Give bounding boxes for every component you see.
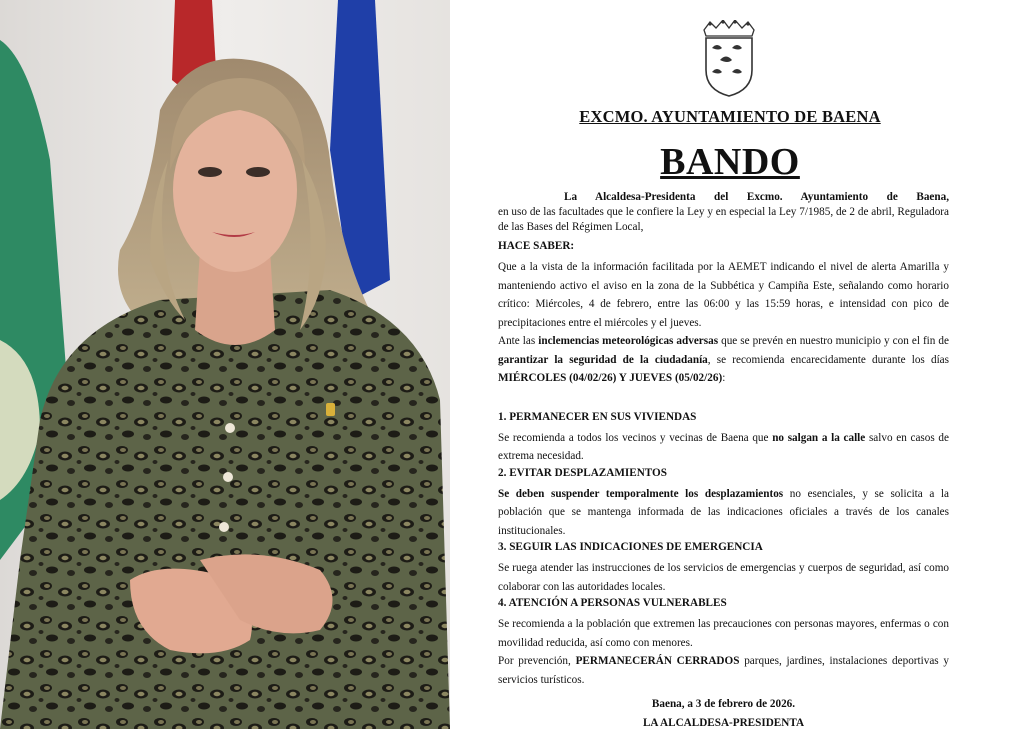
org-title: EXCMO. AYUNTAMIENTO DE BAENA bbox=[450, 107, 1010, 127]
intro-rest: en uso de las facultades que le confiere la Ley y en especial la Ley 7/1985, de 2 de abril, Reguladora de las Bases del Régimen Local, bbox=[498, 205, 949, 235]
hace-saber-heading: HACE SABER: bbox=[498, 239, 949, 254]
bando-title: BANDO bbox=[450, 140, 1010, 184]
baena-coat-of-arms bbox=[696, 20, 762, 98]
official-notice bbox=[450, 0, 1010, 729]
paragraph-aemet: Que a la vista de la información facilitada por la AEMET indicando el nivel de alerta Amarilla y manteniendo activo el aviso en la zona de la Subbética y Campiña Este, señalando como horario crítico: Miércoles, 4 de febrero, entre las 06:00 y las 15:59 horas, e intensidad con pico de precipitaciones entre el miércoles y el jueves. bbox=[498, 258, 949, 332]
paragraph-recommendation: Ante las inclemencias meteorológicas adversas que se prevén en nuestro municipio y con el fin de garantizar la seguridad de la ciudadanía, se recomienda encarecidamente durante los días MIÉRCOLES (04/02/26) Y JUEVES (05/02/26): bbox=[498, 332, 949, 388]
mayor-portrait-illustration bbox=[0, 0, 450, 729]
section-2-heading: 2. EVITAR DESPLAZAMIENTOS bbox=[498, 466, 949, 481]
date-line: Baena, a 3 de febrero de 2026. bbox=[498, 695, 949, 714]
notice-body bbox=[498, 190, 949, 732]
intro-first-line: La Alcaldesa-Presidenta del Excmo. Ayuntamiento de Baena, bbox=[498, 190, 949, 205]
signature: LA ALCALDESA-PRESIDENTA bbox=[498, 714, 949, 732]
section-3-text: Se ruega atender las instrucciones de los servicios de emergencias y cuerpos de seguridad, así como colaborar con las autoridades locales. bbox=[498, 559, 949, 596]
section-2-text: Se deben suspender temporalmente los desplazamientos no esenciales, y se solicita a la población que se mantenga informada de las indicaciones oficiales a través de los canales institucionales. bbox=[498, 485, 949, 541]
closing-paragraph: Por prevención, PERMANECERÁN CERRADOS parques, jardines, instalaciones deportivas y servicios turísticos. bbox=[498, 652, 949, 689]
section-1-text: Se recomienda a todos los vecinos y vecinas de Baena que no salgan a la calle salvo en casos de extrema necesidad. bbox=[498, 429, 949, 466]
section-4-heading: 4. ATENCIÓN A PERSONAS VULNERABLES bbox=[498, 596, 949, 611]
mayor-photo bbox=[0, 0, 450, 729]
section-3-heading: 3. SEGUIR LAS INDICACIONES DE EMERGENCIA bbox=[498, 540, 949, 555]
section-1-heading: 1. PERMANECER EN SUS VIVIENDAS bbox=[498, 410, 949, 425]
section-4-text: Se recomienda a la población que extremen las precauciones con personas mayores, enfermas o con movilidad reducida, así como con menores. bbox=[498, 615, 949, 652]
